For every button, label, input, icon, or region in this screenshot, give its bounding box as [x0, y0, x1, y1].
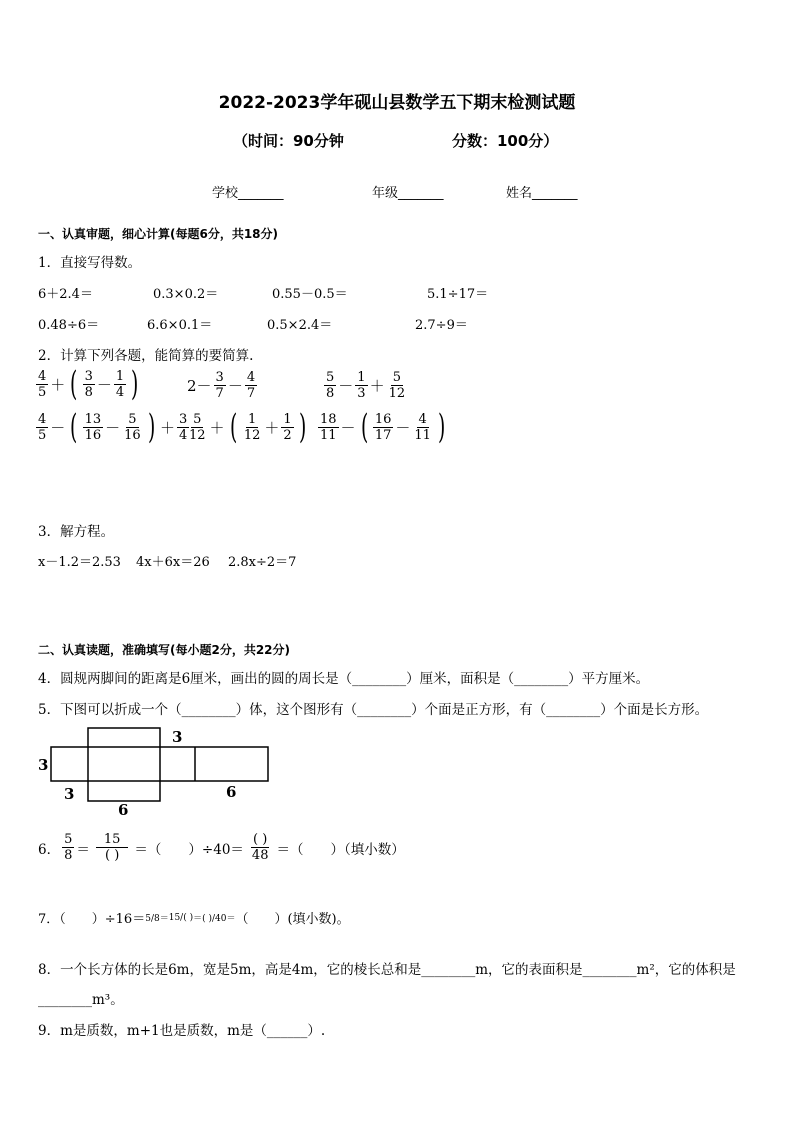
q3-equation: 2.8x÷2＝7 — [228, 555, 297, 570]
q2-expression-2: 2－ $\frac{3}{7}$ － $\frac{4}{7}$ — [187, 370, 256, 401]
q1-item: 0.55－0.5＝ — [272, 287, 348, 302]
q2-expression-4: $\frac{4}{5}$ － ( $\frac{13}{16}$ － $\frac{5}{16}$ ) ＋ $\frac{3}{4}$ — [38, 407, 188, 447]
q1-item: 0.5×2.4＝ — [267, 318, 333, 333]
q1-item: 6.6×0.1＝ — [147, 318, 213, 333]
q9-text: 9．m是质数，m+1也是质数，m是（______）. — [38, 1023, 326, 1039]
net-center-face — [88, 728, 160, 801]
cuboid-net-figure — [36, 726, 276, 818]
q5-text: 5．下图可以折成一个（________）体，这个图形有（________）个面是正方形，有（________）个面是长方形。 — [38, 702, 709, 718]
q2-title: 2．计算下列各题，能简算的要简算. — [38, 348, 254, 364]
q3-equation: 4x＋6x＝26 — [136, 555, 210, 570]
score-label: 分数：100分） — [452, 132, 559, 150]
q1-item: 0.3×0.2＝ — [153, 287, 219, 302]
name-field: 姓名_______ — [506, 186, 578, 201]
label-top: 3 — [172, 728, 183, 746]
label-bottom-right: 6 — [226, 783, 237, 801]
q8-text-line1: 8．一个长方体的长是6m，宽是5m，高是4m，它的棱长总和是________m，它的表面积是________m²，它的体积是 — [38, 962, 736, 978]
page-title: 2022-2023学年砚山县数学五下期末检测试题 — [218, 93, 576, 113]
q1-title: 1．直接写得数。 — [38, 255, 142, 271]
q1-item: 6＋2.4＝ — [38, 287, 93, 302]
q4-text: 4．圆规两脚间的距离是6厘米，画出的圆的周长是（________）厘米，面积是（________）平方厘米。 — [38, 671, 650, 687]
q3-equation: x－1.2＝2.53 — [38, 555, 121, 570]
q8-text-line2: ________m³。 — [38, 992, 124, 1008]
q2-expression-1: $\frac{4}{5}$ ＋ ( $\frac{3}{8}$ － $\frac{1}{4}$ ) — [38, 364, 139, 404]
q3-title: 3．解方程。 — [38, 524, 115, 540]
grade-field: 年级_______ — [372, 186, 444, 201]
q7-text: 7．（ ）÷16＝ 5/8＝ 15/( ) ＝( )/40＝ （ ）(填小数)。 — [38, 912, 350, 927]
q1-item: 0.48÷6＝ — [38, 318, 100, 333]
section2-heading: 二、认真读题，准确填写(每小题2分，共22分) — [38, 643, 291, 657]
q2-expression-3: $\frac{5}{8}$ － $\frac{1}{3}$ ＋ $\frac{5}{12}$ — [326, 370, 406, 401]
label-bottom-left: 3 — [64, 785, 75, 803]
school-field: 学校_______ — [212, 186, 284, 201]
q1-item: 5.1÷17＝ — [427, 287, 489, 302]
q6-text: 6． $\frac{5}{8}$ ＝ $\frac{15}{( )}$ ＝（ ）÷40＝ $\frac{( )}{48}$ ＝（ ）（填小数） — [38, 832, 405, 863]
label-left: 3 — [38, 756, 49, 774]
q2-expression-6: $\frac{18}{11}$ － ( $\frac{16}{17}$ － $\frac{4}{11}$ ) — [320, 407, 446, 447]
q2-expression-5: $\frac{5}{12}$ ＋ ( $\frac{1}{12}$ ＋ $\frac{1}{2}$ ) — [189, 407, 306, 447]
q1-item: 2.7÷9＝ — [415, 318, 468, 333]
time-label: （时间：90分钟 — [233, 132, 344, 150]
section1-heading: 一、认真审题，细心计算(每题6分，共18分) — [38, 227, 279, 241]
label-bottom-mid: 6 — [118, 801, 129, 818]
